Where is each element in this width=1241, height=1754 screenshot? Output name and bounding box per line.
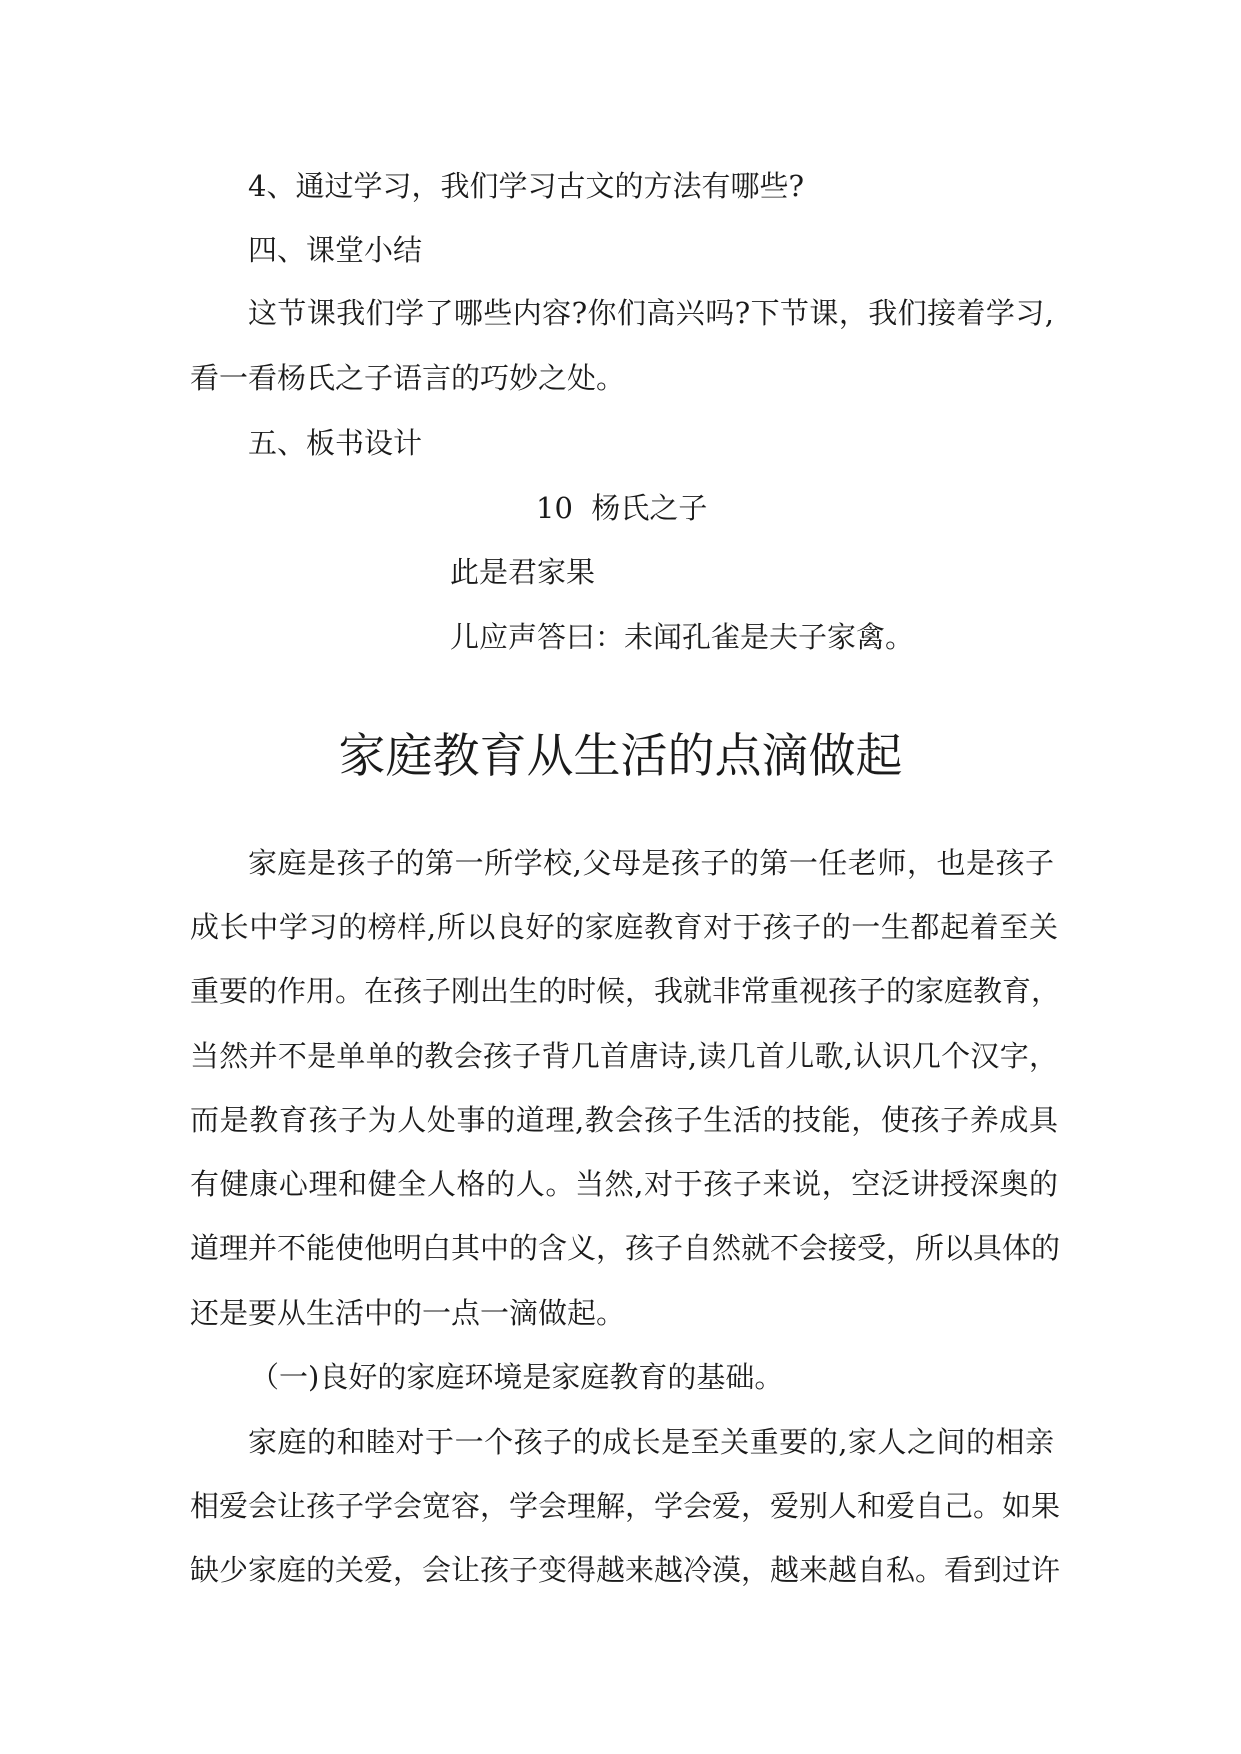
p2-line-3: 缺少家庭的关爱，会让孩子变得越来越冷漠，越来越自私。看到过许 bbox=[190, 1553, 1061, 1587]
board-line-2: 儿应声答曰：未闻孔雀是夫子家禽。 bbox=[450, 620, 915, 654]
subheading-1: （一)良好的家庭环境是家庭教育的基础。 bbox=[250, 1360, 784, 1394]
summary-line-2: 看一看杨氏之子语言的巧妙之处。 bbox=[190, 361, 626, 395]
p2-line-2: 相爱会让孩子学会宽容，学会理解，学会爱，爱别人和爱自己。如果 bbox=[190, 1489, 1061, 1523]
p1-line-3: 重要的作用。在孩子刚出生的时候，我就非常重视孩子的家庭教育， bbox=[190, 974, 1061, 1008]
question-4: 4、通过学习，我们学习古文的方法有哪些? bbox=[248, 169, 804, 203]
board-title: 10 杨氏之子 bbox=[536, 491, 708, 525]
summary-line-1: 这节课我们学了哪些内容?你们高兴吗?下节课，我们接着学习, bbox=[248, 296, 1054, 330]
p1-line-6: 有健康心理和健全人格的人。当然,对于孩子来说，空泛讲授深奥的 bbox=[190, 1167, 1058, 1201]
article-title: 家庭教育从生活的点滴做起 bbox=[338, 729, 903, 784]
p1-line-8: 还是要从生活中的一点一滴做起。 bbox=[190, 1296, 626, 1330]
p1-line-7: 道理并不能使他明白其中的含义，孩子自然就不会接受，所以具体的 bbox=[190, 1231, 1061, 1265]
p2-line-1: 家庭的和睦对于一个孩子的成长是至关重要的,家人之间的相亲 bbox=[248, 1425, 1054, 1459]
p1-line-4: 当然并不是单单的教会孩子背几首唐诗,读几首儿歌,认识几个汉字， bbox=[190, 1039, 1058, 1073]
p1-line-5: 而是教育孩子为人处事的道理,教会孩子生活的技能，使孩子养成具 bbox=[190, 1103, 1058, 1137]
section-5-heading: 五、板书设计 bbox=[248, 426, 423, 460]
p1-line-2: 成长中学习的榜样,所以良好的家庭教育对于孩子的一生都起着至关 bbox=[190, 910, 1058, 944]
board-line-1: 此是君家果 bbox=[450, 555, 596, 589]
section-4-heading: 四、课堂小结 bbox=[248, 233, 423, 267]
p1-line-1: 家庭是孩子的第一所学校,父母是孩子的第一任老师，也是孩子 bbox=[248, 846, 1054, 880]
